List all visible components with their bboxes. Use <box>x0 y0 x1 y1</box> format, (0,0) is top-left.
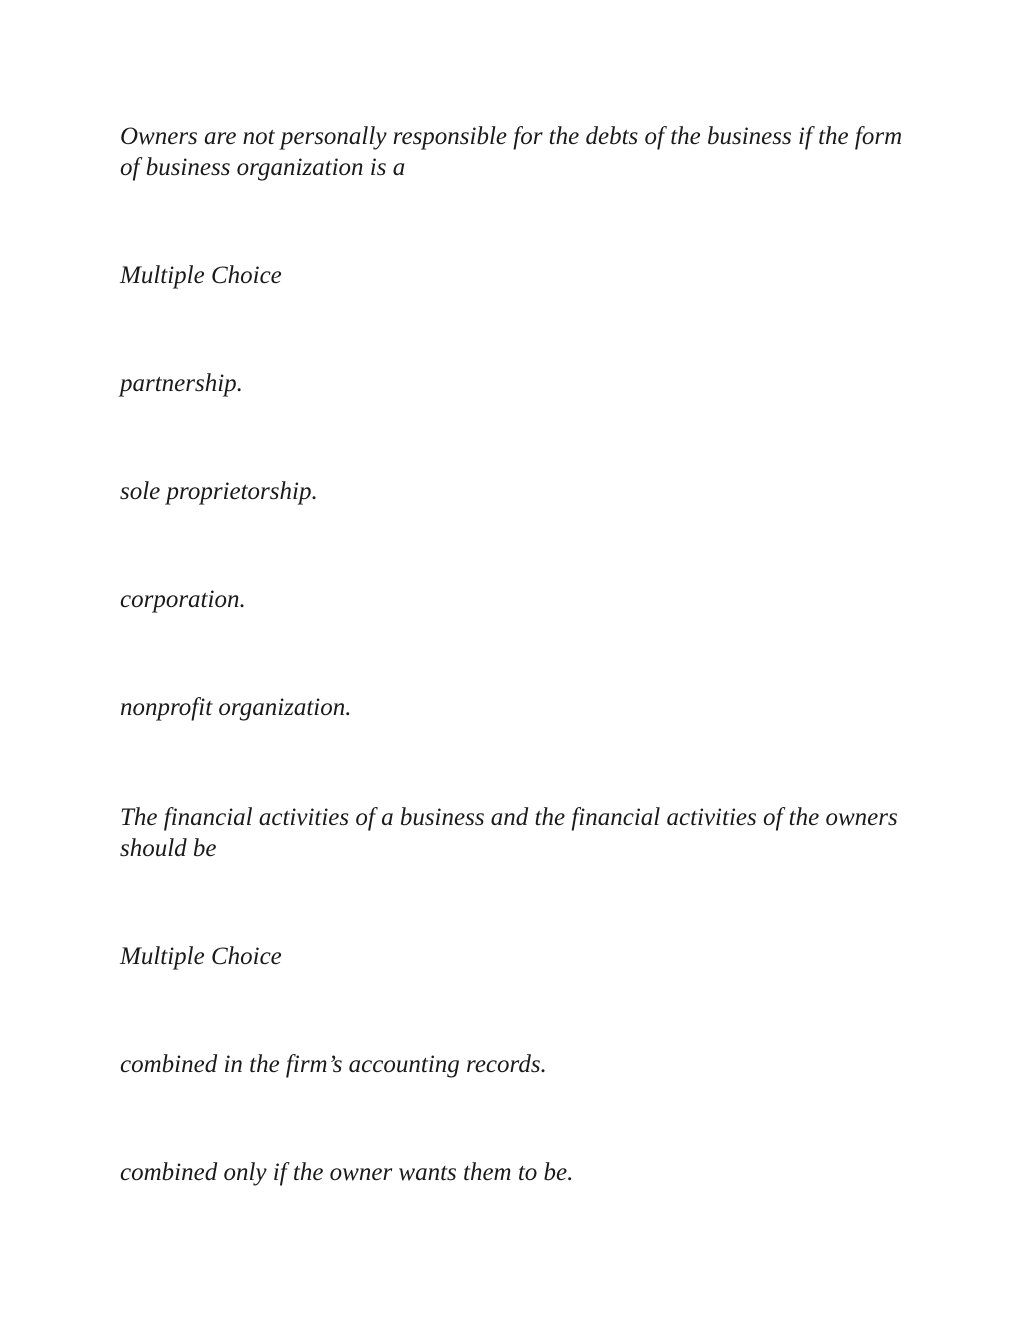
question-2-type-label: Multiple Choice <box>120 943 282 970</box>
question-1-option-a[interactable]: partnership. <box>120 370 243 397</box>
question-1-option-b[interactable]: sole proprietorship. <box>120 478 318 505</box>
question-1-option-c[interactable]: corporation. <box>120 586 246 613</box>
question-1-type-label: Multiple Choice <box>120 262 282 289</box>
question-1-prompt: Owners are not personally responsible for the debts of the business if the form of business organization is a <box>120 123 903 181</box>
question-2-prompt: The financial activities of a business and the financial activities of the owners should be <box>120 804 898 862</box>
question-2-option-b[interactable]: combined only if the owner wants them to be. <box>120 1159 574 1186</box>
question-1-option-d[interactable]: nonprofit organization. <box>120 694 352 721</box>
question-2-option-a[interactable]: combined in the firm’s accounting records. <box>120 1051 547 1078</box>
